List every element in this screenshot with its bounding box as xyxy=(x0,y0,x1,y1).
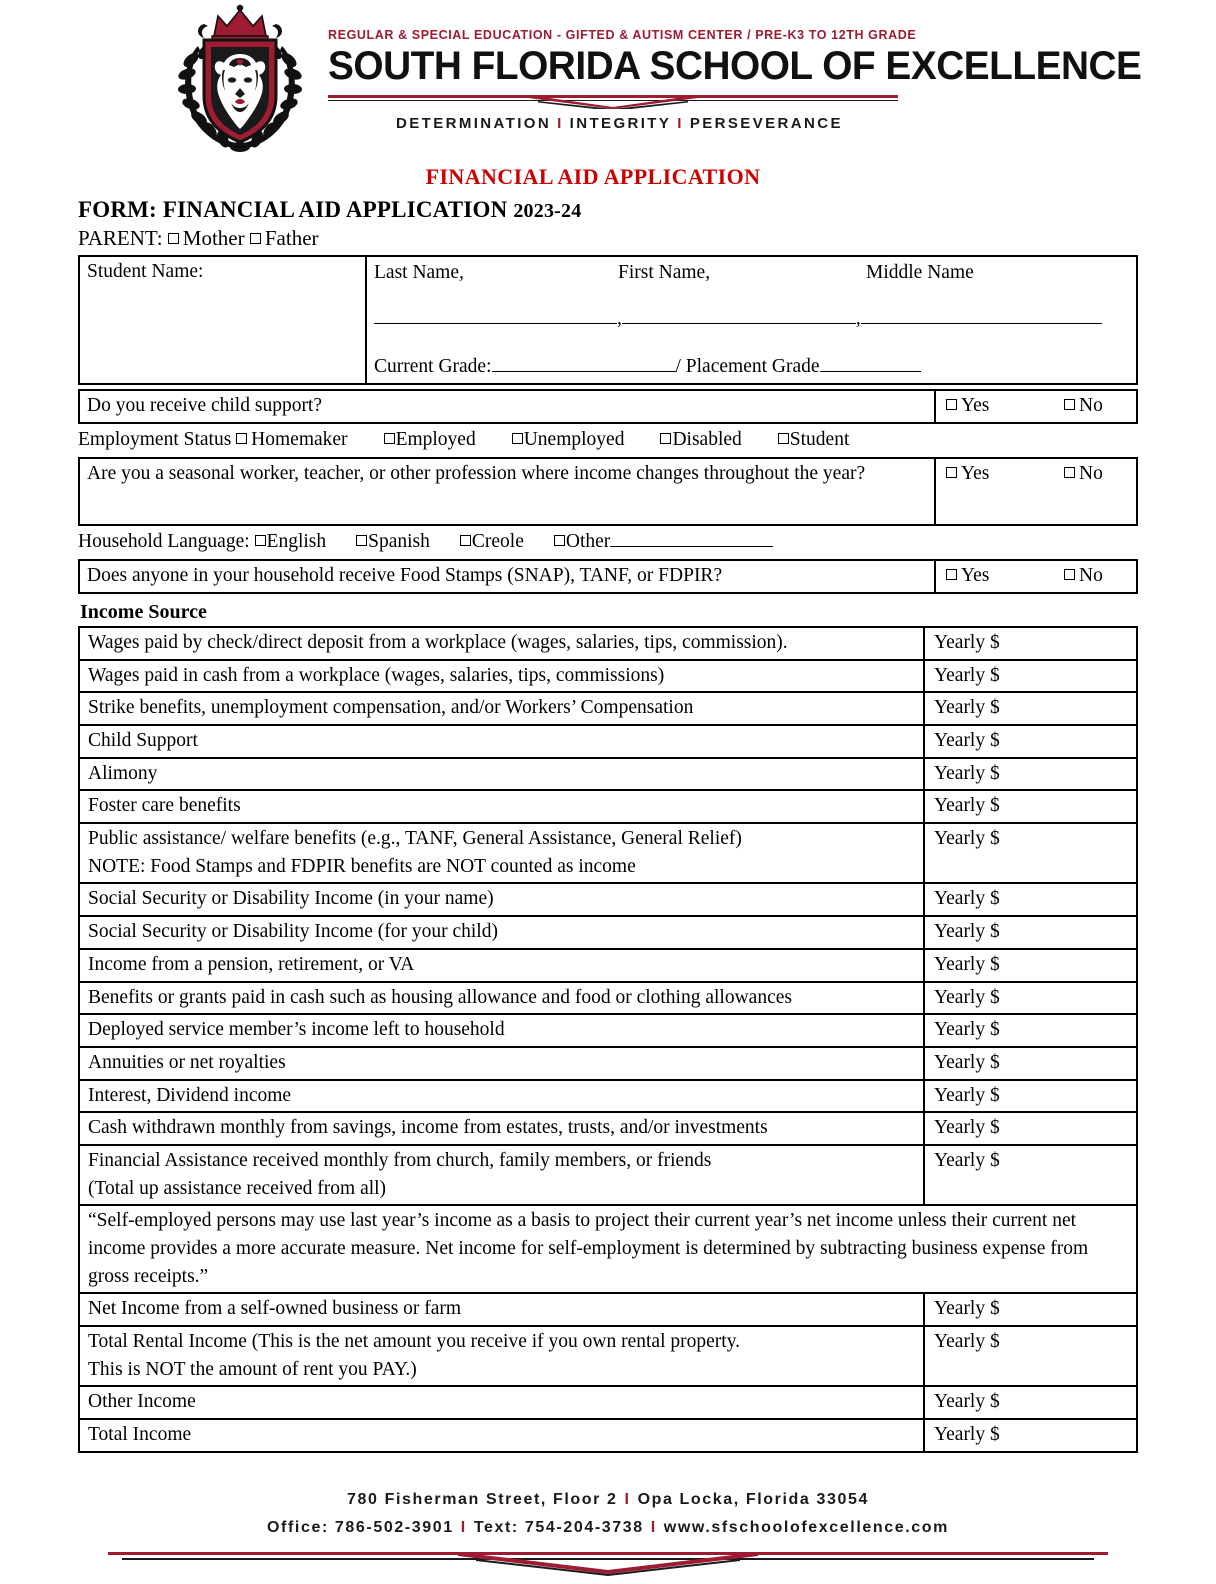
table-row xyxy=(79,627,1137,660)
name-comma-2: , xyxy=(855,307,861,329)
income-row-source-14 xyxy=(79,1112,924,1145)
answer-yes-food-stamps[interactable] xyxy=(946,562,1064,590)
employment-status-row xyxy=(78,427,1138,453)
question-seasonal-worker-answers xyxy=(935,458,1137,525)
footer-contact-line xyxy=(0,1514,1216,1542)
income-row-after-note-amount-3[interactable]: Yearly $ xyxy=(924,1419,1137,1452)
income-source-line: Foster care benefits xyxy=(88,795,241,817)
footer-address-line xyxy=(0,1486,1216,1514)
table-row xyxy=(79,982,1137,1015)
language-option-creole: Creole xyxy=(471,530,524,552)
label-yes: Yes xyxy=(961,394,990,416)
motto-item-0: DETERMINATION xyxy=(396,114,552,132)
income-source-line: Annuities or net royalties xyxy=(88,1051,286,1073)
answer-no-food-stamps[interactable] xyxy=(1064,562,1103,590)
income-row-after-note-source-0 xyxy=(79,1293,924,1326)
student-name-cell[interactable] xyxy=(79,256,366,384)
form-sheet xyxy=(0,196,1216,1453)
table-row xyxy=(79,1326,1137,1386)
table-row xyxy=(79,949,1137,982)
income-row-after-note-amount-1[interactable]: Yearly $ xyxy=(924,1326,1137,1386)
checkbox-food-stamps-yes[interactable] xyxy=(946,569,957,580)
employment-option-homemaker: Homemaker xyxy=(251,428,348,450)
income-source-line: Child Support xyxy=(88,730,198,752)
motto-sep-1: I xyxy=(677,114,684,132)
school-motto xyxy=(328,115,1216,132)
lion-shield-crest-icon xyxy=(170,4,310,154)
income-row-amount-13[interactable]: Yearly $ xyxy=(924,1080,1137,1113)
income-row-amount-9[interactable]: Yearly $ xyxy=(924,949,1137,982)
table-row xyxy=(79,1112,1137,1145)
income-row-amount-3[interactable]: Yearly $ xyxy=(924,725,1137,758)
language-option-spanish: Spanish xyxy=(368,530,430,552)
income-row-amount-7[interactable]: Yearly $ xyxy=(924,883,1137,916)
language-option-other: Other xyxy=(565,530,611,552)
parent-selector xyxy=(78,225,1138,252)
income-source-line-2: NOTE: Food Stamps and FDPIR benefits are NOT counted as income xyxy=(88,855,636,877)
income-source-line: Total Rental Income (This is the net amount you receive if you own rental property. xyxy=(88,1331,741,1353)
seasonal-worker-question-table xyxy=(78,457,1138,526)
checkbox-language-other[interactable] xyxy=(554,535,565,546)
child-support-question-table xyxy=(78,389,1138,424)
middle-name-input[interactable] xyxy=(861,308,1102,324)
table-row xyxy=(79,1386,1137,1419)
income-source-line: Total Income xyxy=(88,1424,192,1446)
income-source-line-2: (Total up assistance received from all) xyxy=(88,1177,387,1199)
income-row-amount-0[interactable]: Yearly $ xyxy=(924,627,1137,660)
income-row-amount-4[interactable]: Yearly $ xyxy=(924,758,1137,791)
question-food-stamps-answers xyxy=(935,560,1137,593)
form-heading xyxy=(78,196,1138,224)
household-language-row xyxy=(78,529,1138,555)
income-row-amount-11[interactable]: Yearly $ xyxy=(924,1014,1137,1047)
checkbox-parent-father[interactable] xyxy=(250,233,261,244)
income-row-after-note-amount-2[interactable]: Yearly $ xyxy=(924,1386,1137,1419)
checkbox-parent-mother[interactable] xyxy=(168,233,179,244)
student-name-table xyxy=(78,255,1138,385)
language-option-english: English xyxy=(266,530,327,552)
checkbox-employment-employed[interactable] xyxy=(384,433,395,444)
footer-office-phone: Office: 786-502-3901 xyxy=(267,1519,454,1536)
income-source-line: Financial Assistance received monthly from church, family members, or friends xyxy=(88,1149,712,1171)
label-first-name: First Name, xyxy=(618,261,711,283)
self-employed-note: “Self-employed persons may use last year’s income as a basis to project their current year’s net income unless their current net income provides a more accurate measure. Net income for self-employment is determined by subtracting business expense from gross receipts.” xyxy=(79,1205,1137,1293)
income-source-line: Deployed service member’s income left to household xyxy=(88,1019,505,1041)
income-source-line: Social Security or Disability Income (for your child) xyxy=(88,921,498,943)
income-row-source-7 xyxy=(79,883,924,916)
table-row xyxy=(79,1080,1137,1113)
answer-yes-child-support[interactable] xyxy=(946,392,1064,420)
income-row-source-15 xyxy=(79,1145,924,1205)
income-row-source-10 xyxy=(79,982,924,1015)
income-row-amount-2[interactable]: Yearly $ xyxy=(924,692,1137,725)
income-row-source-2 xyxy=(79,692,924,725)
table-row xyxy=(79,916,1137,949)
income-source-section-label: Income Source xyxy=(80,600,207,623)
name-entry-lines[interactable] xyxy=(374,305,1136,333)
income-row-source-6 xyxy=(79,823,924,883)
label-yes: Yes xyxy=(961,565,990,587)
income-source-line: Wages paid in cash from a workplace (wages, salaries, tips, commissions) xyxy=(88,664,665,686)
income-row-amount-5[interactable]: Yearly $ xyxy=(924,790,1137,823)
school-tagline: REGULAR & SPECIAL EDUCATION - GIFTED & AUTISM CENTER / PRE-K3 TO 12TH GRADE xyxy=(328,28,917,42)
income-row-amount-8[interactable]: Yearly $ xyxy=(924,916,1137,949)
label-yes: Yes xyxy=(961,462,990,484)
income-row-amount-12[interactable]: Yearly $ xyxy=(924,1047,1137,1080)
income-row-source-8 xyxy=(79,916,924,949)
parent-option-mother: Mother xyxy=(182,225,245,250)
income-source-line: Income from a pension, retirement, or VA xyxy=(88,953,415,975)
school-name: SOUTH FLORIDA SCHOOL OF EXCELLENCE xyxy=(328,44,1142,88)
footer-divider xyxy=(108,1550,1108,1576)
answer-no-child-support[interactable] xyxy=(1064,392,1103,420)
footer-website[interactable]: www.sfschoolofexcellence.com xyxy=(663,1519,949,1536)
income-row-source-5 xyxy=(79,790,924,823)
checkbox-seasonal-no[interactable] xyxy=(1064,467,1075,478)
current-grade-input[interactable] xyxy=(492,356,676,372)
income-row-after-note-source-1 xyxy=(79,1326,924,1386)
checkbox-employment-disabled[interactable] xyxy=(660,433,671,444)
placement-grade-input[interactable] xyxy=(820,356,921,372)
label-last-name: Last Name, xyxy=(374,261,464,283)
checkbox-employment-student[interactable] xyxy=(778,433,789,444)
income-source-line: Net Income from a self-owned business or farm xyxy=(88,1298,462,1320)
footer-city-state-zip: Opa Locka, Florida 33054 xyxy=(637,1491,869,1508)
income-row-source-4 xyxy=(79,758,924,791)
name-comma-1: , xyxy=(617,307,622,329)
label-no: No xyxy=(1079,565,1103,587)
footer-sep-3: I xyxy=(650,1519,657,1536)
income-source-line: Wages paid by check/direct deposit from a workplace (wages, salaries, tips, commission). xyxy=(88,631,788,653)
income-source-table xyxy=(78,626,1138,1453)
table-row xyxy=(79,256,1137,384)
table-row xyxy=(79,1145,1137,1205)
table-row xyxy=(79,560,1137,593)
checkbox-language-english[interactable] xyxy=(255,535,266,546)
letterhead xyxy=(0,0,1216,154)
student-name-fields-cell[interactable] xyxy=(366,256,1137,384)
income-row-after-note-amount-0[interactable]: Yearly $ xyxy=(924,1293,1137,1326)
label-no: No xyxy=(1079,394,1103,416)
table-row xyxy=(79,1419,1137,1452)
household-language-label: Household Language: xyxy=(78,530,250,552)
footer-sep-1: I xyxy=(624,1491,631,1508)
question-child-support-text: Do you receive child support? xyxy=(79,390,935,423)
income-row-after-note-source-3 xyxy=(79,1419,924,1452)
checkbox-child-support-no[interactable] xyxy=(1064,399,1075,410)
footer-address: 780 Fisherman Street, Floor 2 xyxy=(347,1491,618,1508)
employment-option-student: Student xyxy=(789,428,850,450)
chevron-ornament-icon xyxy=(528,93,698,109)
checkbox-language-creole[interactable] xyxy=(460,535,471,546)
checkbox-language-spanish[interactable] xyxy=(356,535,367,546)
motto-sep-0: I xyxy=(557,114,564,132)
table-row xyxy=(79,823,1137,883)
header-divider xyxy=(328,93,898,109)
parent-option-father: Father xyxy=(264,225,319,250)
checkbox-child-support-yes[interactable] xyxy=(946,399,957,410)
income-source-line: Benefits or grants paid in cash such as housing allowance and food or clothing allowances xyxy=(88,986,792,1008)
income-row-amount-10[interactable]: Yearly $ xyxy=(924,982,1137,1015)
income-row-amount-14[interactable]: Yearly $ xyxy=(924,1112,1137,1145)
table-row xyxy=(79,660,1137,693)
income-row-amount-6[interactable]: Yearly $ xyxy=(924,823,1137,883)
letterhead-text xyxy=(320,4,1216,132)
income-source-line: Alimony xyxy=(88,762,158,784)
footer-sep-2: I xyxy=(460,1519,467,1536)
answer-yes-seasonal[interactable] xyxy=(946,460,1064,488)
footer-text-phone: Text: 754-204-3738 xyxy=(473,1519,644,1536)
income-row-source-9 xyxy=(79,949,924,982)
table-row xyxy=(79,725,1137,758)
income-source-line: Strike benefits, unemployment compensation, and/or Workers’ Compensation xyxy=(88,697,694,719)
employment-status-label: Employment Status xyxy=(78,428,232,450)
income-row-source-3 xyxy=(79,725,924,758)
document-title: FINANCIAL AID APPLICATION xyxy=(425,164,761,189)
form-year: 2023-24 xyxy=(513,200,582,222)
table-row xyxy=(79,692,1137,725)
table-row xyxy=(79,1205,1137,1293)
checkbox-food-stamps-no[interactable] xyxy=(1064,569,1075,580)
label-placement-grade: / Placement Grade xyxy=(675,356,820,378)
checkbox-employment-unemployed[interactable] xyxy=(512,433,523,444)
page-footer xyxy=(0,1486,1216,1576)
chevron-ornament-icon xyxy=(458,1550,758,1576)
table-row xyxy=(79,758,1137,791)
income-row-source-12 xyxy=(79,1047,924,1080)
employment-option-unemployed: Unemployed xyxy=(523,428,625,450)
income-row-source-13 xyxy=(79,1080,924,1113)
table-row xyxy=(79,790,1137,823)
name-headers xyxy=(374,258,1136,287)
question-food-stamps-text: Does anyone in your household receive Food Stamps (SNAP), TANF, or FDPIR? xyxy=(79,560,935,593)
income-source-line: Interest, Dividend income xyxy=(88,1084,292,1106)
motto-item-1: INTEGRITY xyxy=(569,114,672,132)
question-seasonal-worker-text: Are you a seasonal worker, teacher, or other profession where income changes throughout the year? xyxy=(79,458,935,525)
first-name-input[interactable] xyxy=(622,308,856,324)
employment-option-disabled: Disabled xyxy=(672,428,742,450)
employment-option-employed: Employed xyxy=(395,428,476,450)
food-stamps-question-table xyxy=(78,559,1138,594)
income-row-after-note-source-2 xyxy=(79,1386,924,1419)
income-source-line-2: This is NOT the amount of rent you PAY.) xyxy=(88,1358,417,1380)
income-source-line: Public assistance/ welfare benefits (e.g., TANF, General Assistance, General Relief) xyxy=(88,828,742,850)
income-row-amount-15[interactable]: Yearly $ xyxy=(924,1145,1137,1205)
answer-no-seasonal[interactable] xyxy=(1064,460,1103,488)
table-row xyxy=(79,458,1137,525)
school-logo xyxy=(160,4,320,154)
table-row xyxy=(79,390,1137,423)
checkbox-employment-homemaker[interactable] xyxy=(236,433,247,444)
grade-entry-line[interactable] xyxy=(374,353,1136,381)
question-child-support-answers xyxy=(935,390,1137,423)
checkbox-seasonal-yes[interactable] xyxy=(946,467,957,478)
income-row-source-1 xyxy=(79,660,924,693)
income-row-amount-1[interactable]: Yearly $ xyxy=(924,660,1137,693)
table-row xyxy=(79,1014,1137,1047)
student-name-label: Student Name: xyxy=(87,260,204,282)
label-middle-name: Middle Name xyxy=(866,261,974,283)
table-row xyxy=(79,883,1137,916)
parent-label: PARENT: xyxy=(78,225,163,250)
income-source-line: Cash withdrawn monthly from savings, income from estates, trusts, and/or investments xyxy=(88,1117,768,1139)
table-row xyxy=(79,1047,1137,1080)
label-current-grade: Current Grade: xyxy=(374,356,492,378)
income-row-source-11 xyxy=(79,1014,924,1047)
income-row-source-0 xyxy=(79,627,924,660)
table-row xyxy=(79,1293,1137,1326)
income-source-line: Other Income xyxy=(88,1391,196,1413)
income-source-line: Social Security or Disability Income (in your name) xyxy=(88,888,494,910)
form-heading-text: FORM: FINANCIAL AID APPLICATION xyxy=(78,197,508,222)
label-no: No xyxy=(1079,462,1103,484)
motto-item-2: PERSEVERANCE xyxy=(689,114,843,132)
language-other-input[interactable] xyxy=(610,531,773,547)
last-name-input[interactable] xyxy=(374,308,617,324)
